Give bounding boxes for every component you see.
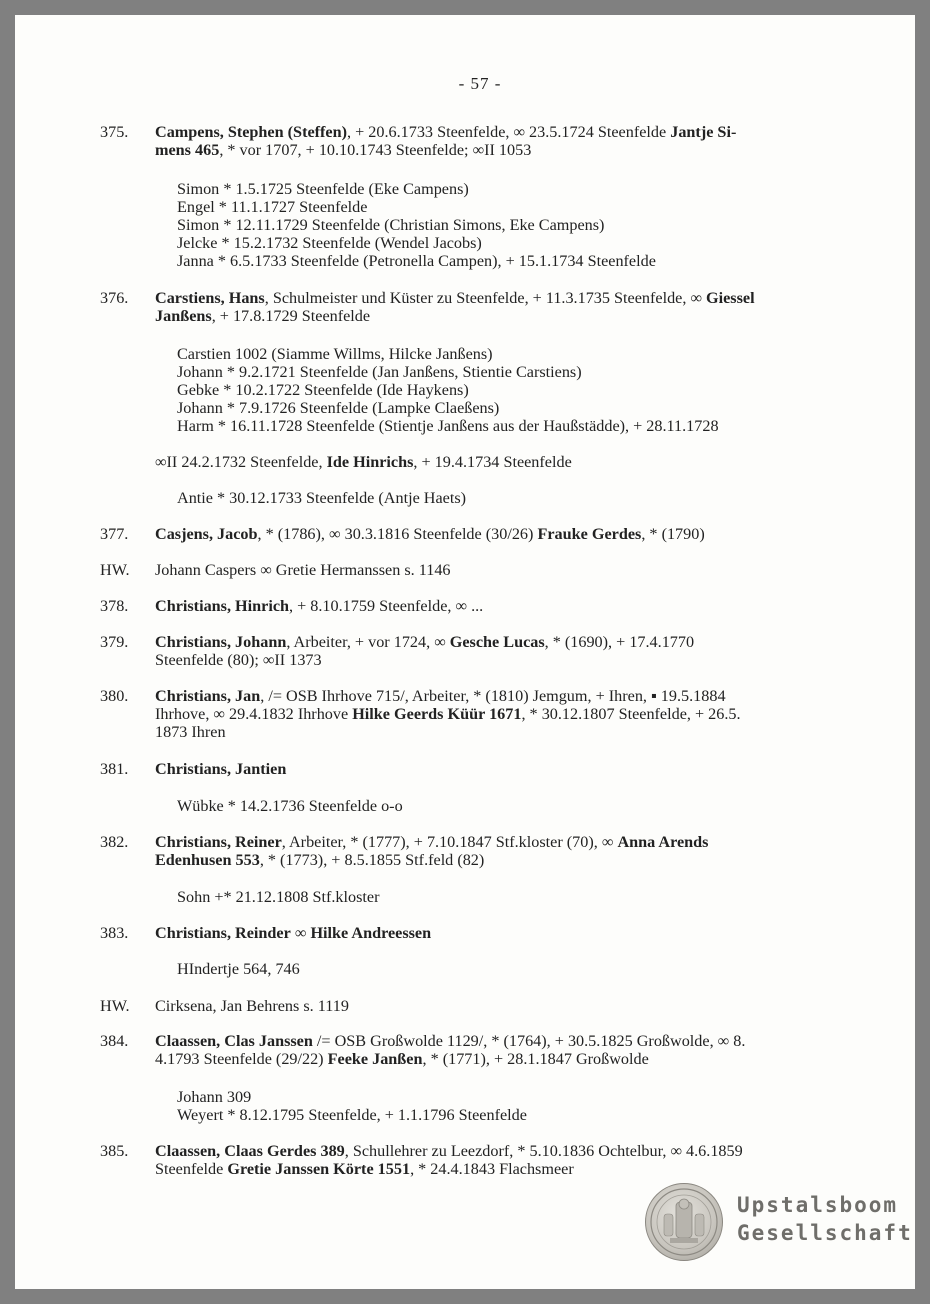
bold-name: Anna Arends <box>617 833 709 851</box>
entry <box>100 760 870 778</box>
text-segment: 4.1793 Steenfelde (29/22) <box>155 1050 328 1068</box>
entry-text <box>155 453 870 471</box>
bold-name: Christians, Reinder <box>155 924 291 942</box>
entry-line <box>155 307 870 325</box>
page-content <box>15 15 915 1289</box>
entry-text <box>155 525 870 543</box>
entry-number: HW. <box>100 997 130 1015</box>
text-segment: , * (1790) <box>641 525 705 543</box>
child-line: Janna * 6.5.1733 Steenfelde (Petronella Campen), + 15.1.1734 Steenfelde <box>177 252 656 270</box>
bold-name: Carstiens, Hans <box>155 289 265 307</box>
entry-line <box>155 633 870 651</box>
child-list <box>177 1088 877 1124</box>
entry <box>100 833 870 869</box>
entry-line <box>155 924 870 942</box>
text-segment: , * 30.12.1807 Steenfelde, + 26.5. <box>521 705 741 723</box>
entry-line <box>155 1050 870 1068</box>
child-line: Jelcke * 15.2.1732 Steenfelde (Wendel Jacobs) <box>177 234 482 252</box>
entry-number: 381. <box>100 760 129 778</box>
text-segment: , * 24.4.1843 Flachsmeer <box>410 1160 574 1178</box>
child-line: Simon * 1.5.1725 Steenfelde (Eke Campens) <box>177 180 469 198</box>
bold-name: Hilke Andreessen <box>310 924 432 942</box>
society-logo <box>645 1183 913 1263</box>
logo-line-1: Upstalsboom <box>737 1193 899 1217</box>
entry <box>100 561 870 579</box>
entry-number: 378. <box>100 597 129 615</box>
text-segment: , + 8.10.1759 Steenfelde, ∞ ... <box>289 597 484 615</box>
text-segment: Ihrhove, ∞ 29.4.1832 Ihrhove <box>155 705 353 723</box>
entry-text <box>155 997 870 1015</box>
entry <box>100 1032 870 1068</box>
text-segment: , Arbeiter, + vor 1724, ∞ <box>286 633 450 651</box>
child-line: Sohn +* 21.12.1808 Stf.kloster <box>177 888 380 906</box>
bold-name: Gesche Lucas <box>449 633 545 651</box>
child-list <box>177 960 877 978</box>
child-line: HIndertje 564, 746 <box>177 960 300 978</box>
entry-line <box>155 651 870 669</box>
bold-name: Hilke Geerds Küür 1671 <box>352 705 522 723</box>
entry-line <box>155 1160 870 1178</box>
entry <box>100 453 870 471</box>
text-segment: /= OSB Großwolde 1129/, * (1764), + 30.5.1825 Großwolde, ∞ 8. <box>312 1032 746 1050</box>
child-line: Gebke * 10.2.1722 Steenfelde (Ide Haykens) <box>177 381 469 399</box>
entry <box>100 289 870 325</box>
child-line: Antie * 30.12.1733 Steenfelde (Antje Haets) <box>177 489 467 507</box>
entry-text <box>155 760 870 778</box>
child-line: Johann 309 <box>177 1088 252 1106</box>
text-segment: , + 19.4.1734 Steenfelde <box>413 453 572 471</box>
bold-name: Ide Hinrichs <box>326 453 414 471</box>
entry-number: 382. <box>100 833 129 851</box>
bold-name: Edenhusen 553 <box>155 851 260 869</box>
entry-line <box>155 597 870 615</box>
bold-name: mens 465 <box>155 141 220 159</box>
seal-icon <box>645 1183 723 1261</box>
text-segment: Steenfelde (80); ∞II 1373 <box>155 651 322 669</box>
entry-text <box>155 1142 870 1178</box>
entry-number: 385. <box>100 1142 129 1160</box>
entry-text <box>155 833 870 869</box>
bold-name: Christians, Jan <box>155 687 261 705</box>
entry-line <box>155 289 870 307</box>
entry-line <box>155 723 870 741</box>
bold-name: Casjens, Jacob <box>155 525 258 543</box>
child-list <box>177 888 877 906</box>
bold-name: Frauke Gerdes <box>537 525 642 543</box>
entry <box>100 597 870 615</box>
bold-name: Jantje Si- <box>670 123 737 141</box>
entry-text <box>155 687 870 741</box>
text-segment: , Schullehrer zu Leezdorf, * 5.10.1836 Ochtelbur, ∞ 4.6.1859 <box>344 1142 743 1160</box>
entry-text <box>155 924 870 942</box>
entry-number: 380. <box>100 687 129 705</box>
entry <box>100 1142 870 1178</box>
child-line: Weyert * 8.12.1795 Steenfelde, + 1.1.1796 Steenfelde <box>177 1106 527 1124</box>
entry-line <box>155 997 870 1015</box>
bold-name: Campens, Stephen (Steffen) <box>155 123 347 141</box>
entry-text <box>155 123 870 159</box>
text-segment: , Arbeiter, * (1777), + 7.10.1847 Stf.kloster (70), ∞ <box>281 833 618 851</box>
entry-text <box>155 633 870 669</box>
child-line: Johann * 9.2.1721 Steenfelde (Jan Janßens, Stientie Carstiens) <box>177 363 582 381</box>
text-segment: ∞II 24.2.1732 Steenfelde, <box>155 453 327 471</box>
entry-text <box>155 289 870 325</box>
entry-number: 383. <box>100 924 129 942</box>
page-number: - 57 - <box>458 74 502 93</box>
text-segment: , * (1690), + 17.4.1770 <box>544 633 695 651</box>
bold-name: Christians, Hinrich <box>155 597 290 615</box>
entry <box>100 687 870 741</box>
entry-line <box>155 705 870 723</box>
entry-text <box>155 597 870 615</box>
bold-name: Christians, Johann <box>155 633 287 651</box>
entry-number: 376. <box>100 289 129 307</box>
entry-number: HW. <box>100 561 130 579</box>
text-segment: 1873 Ihren <box>155 723 226 741</box>
child-line: Wübke * 14.2.1736 Steenfelde o-o <box>177 797 403 815</box>
bold-name: Christians, Reiner <box>155 833 282 851</box>
text-segment: Johann Caspers ∞ Gretie Hermanssen s. 1146 <box>155 561 451 579</box>
bold-name: Gretie Janssen Körte 1551 <box>227 1160 411 1178</box>
entry-text <box>155 1032 870 1068</box>
entry-text <box>155 561 870 579</box>
entry <box>100 123 870 159</box>
entry-line <box>155 833 870 851</box>
entry-line <box>155 453 870 471</box>
child-line: Carstien 1002 (Siamme Willms, Hilcke Janßens) <box>177 345 493 363</box>
entry-line <box>155 561 870 579</box>
entry-number: 375. <box>100 123 129 141</box>
bold-name: Giessel <box>706 289 755 307</box>
entry-line <box>155 525 870 543</box>
child-list <box>177 797 877 815</box>
text-segment: , * (1786), ∞ 30.3.1816 Steenfelde (30/26) <box>257 525 538 543</box>
child-list <box>177 345 877 435</box>
entry <box>100 997 870 1015</box>
text-segment: ∞ <box>290 924 311 942</box>
entry-number: 377. <box>100 525 129 543</box>
text-segment: Steenfelde <box>155 1160 228 1178</box>
entry-line <box>155 851 870 869</box>
entry-line <box>155 760 870 778</box>
child-list <box>177 489 877 507</box>
child-line: Simon * 12.11.1729 Steenfelde (Christian Simons, Eke Campens) <box>177 216 605 234</box>
child-line: Engel * 11.1.1727 Steenfelde <box>177 198 368 216</box>
child-list <box>177 180 877 270</box>
bold-name: Feeke Janßen <box>327 1050 423 1068</box>
text-segment: , * vor 1707, + 10.10.1743 Steenfelde; ∞II 1053 <box>219 141 532 159</box>
entry-line <box>155 1032 870 1050</box>
child-line: Johann * 7.9.1726 Steenfelde (Lampke Claeßens) <box>177 399 500 417</box>
text-segment: , + 20.6.1733 Steenfelde, ∞ 23.5.1724 Steenfelde <box>347 123 671 141</box>
logo-line-2: Gesellschaft <box>737 1221 913 1245</box>
entry-line <box>155 687 870 705</box>
document-page <box>15 15 915 1289</box>
entry-line <box>155 1142 870 1160</box>
entry <box>100 525 870 543</box>
entry-line <box>155 141 870 159</box>
entry-line <box>155 123 870 141</box>
bold-name: Claassen, Clas Janssen <box>155 1032 313 1050</box>
entry-number: 384. <box>100 1032 129 1050</box>
bold-name: Christians, Jantien <box>155 760 287 778</box>
text-segment: Cirksena, Jan Behrens s. 1119 <box>155 997 349 1015</box>
logo-text <box>737 1191 913 1247</box>
entry <box>100 924 870 942</box>
text-segment: , Schulmeister und Küster zu Steenfelde, + 11.3.1735 Steenfelde, ∞ <box>264 289 707 307</box>
entry-number: 379. <box>100 633 129 651</box>
child-line: Harm * 16.11.1728 Steenfelde (Stientje Janßens aus der Haußstädde), + 28.11.1728 <box>177 417 719 435</box>
bold-name: Claassen, Claas Gerdes 389 <box>155 1142 345 1160</box>
text-segment: , /= OSB Ihrhove 715/, Arbeiter, * (1810) Jemgum, + Ihren, ▪ 19.5.1884 <box>260 687 726 705</box>
entry <box>100 633 870 669</box>
text-segment: , * (1771), + 28.1.1847 Großwolde <box>422 1050 649 1068</box>
text-segment: , * (1773), + 8.5.1855 Stf.feld (82) <box>259 851 485 869</box>
text-segment: , + 17.8.1729 Steenfelde <box>211 307 371 325</box>
bold-name: Janßens <box>155 307 212 325</box>
